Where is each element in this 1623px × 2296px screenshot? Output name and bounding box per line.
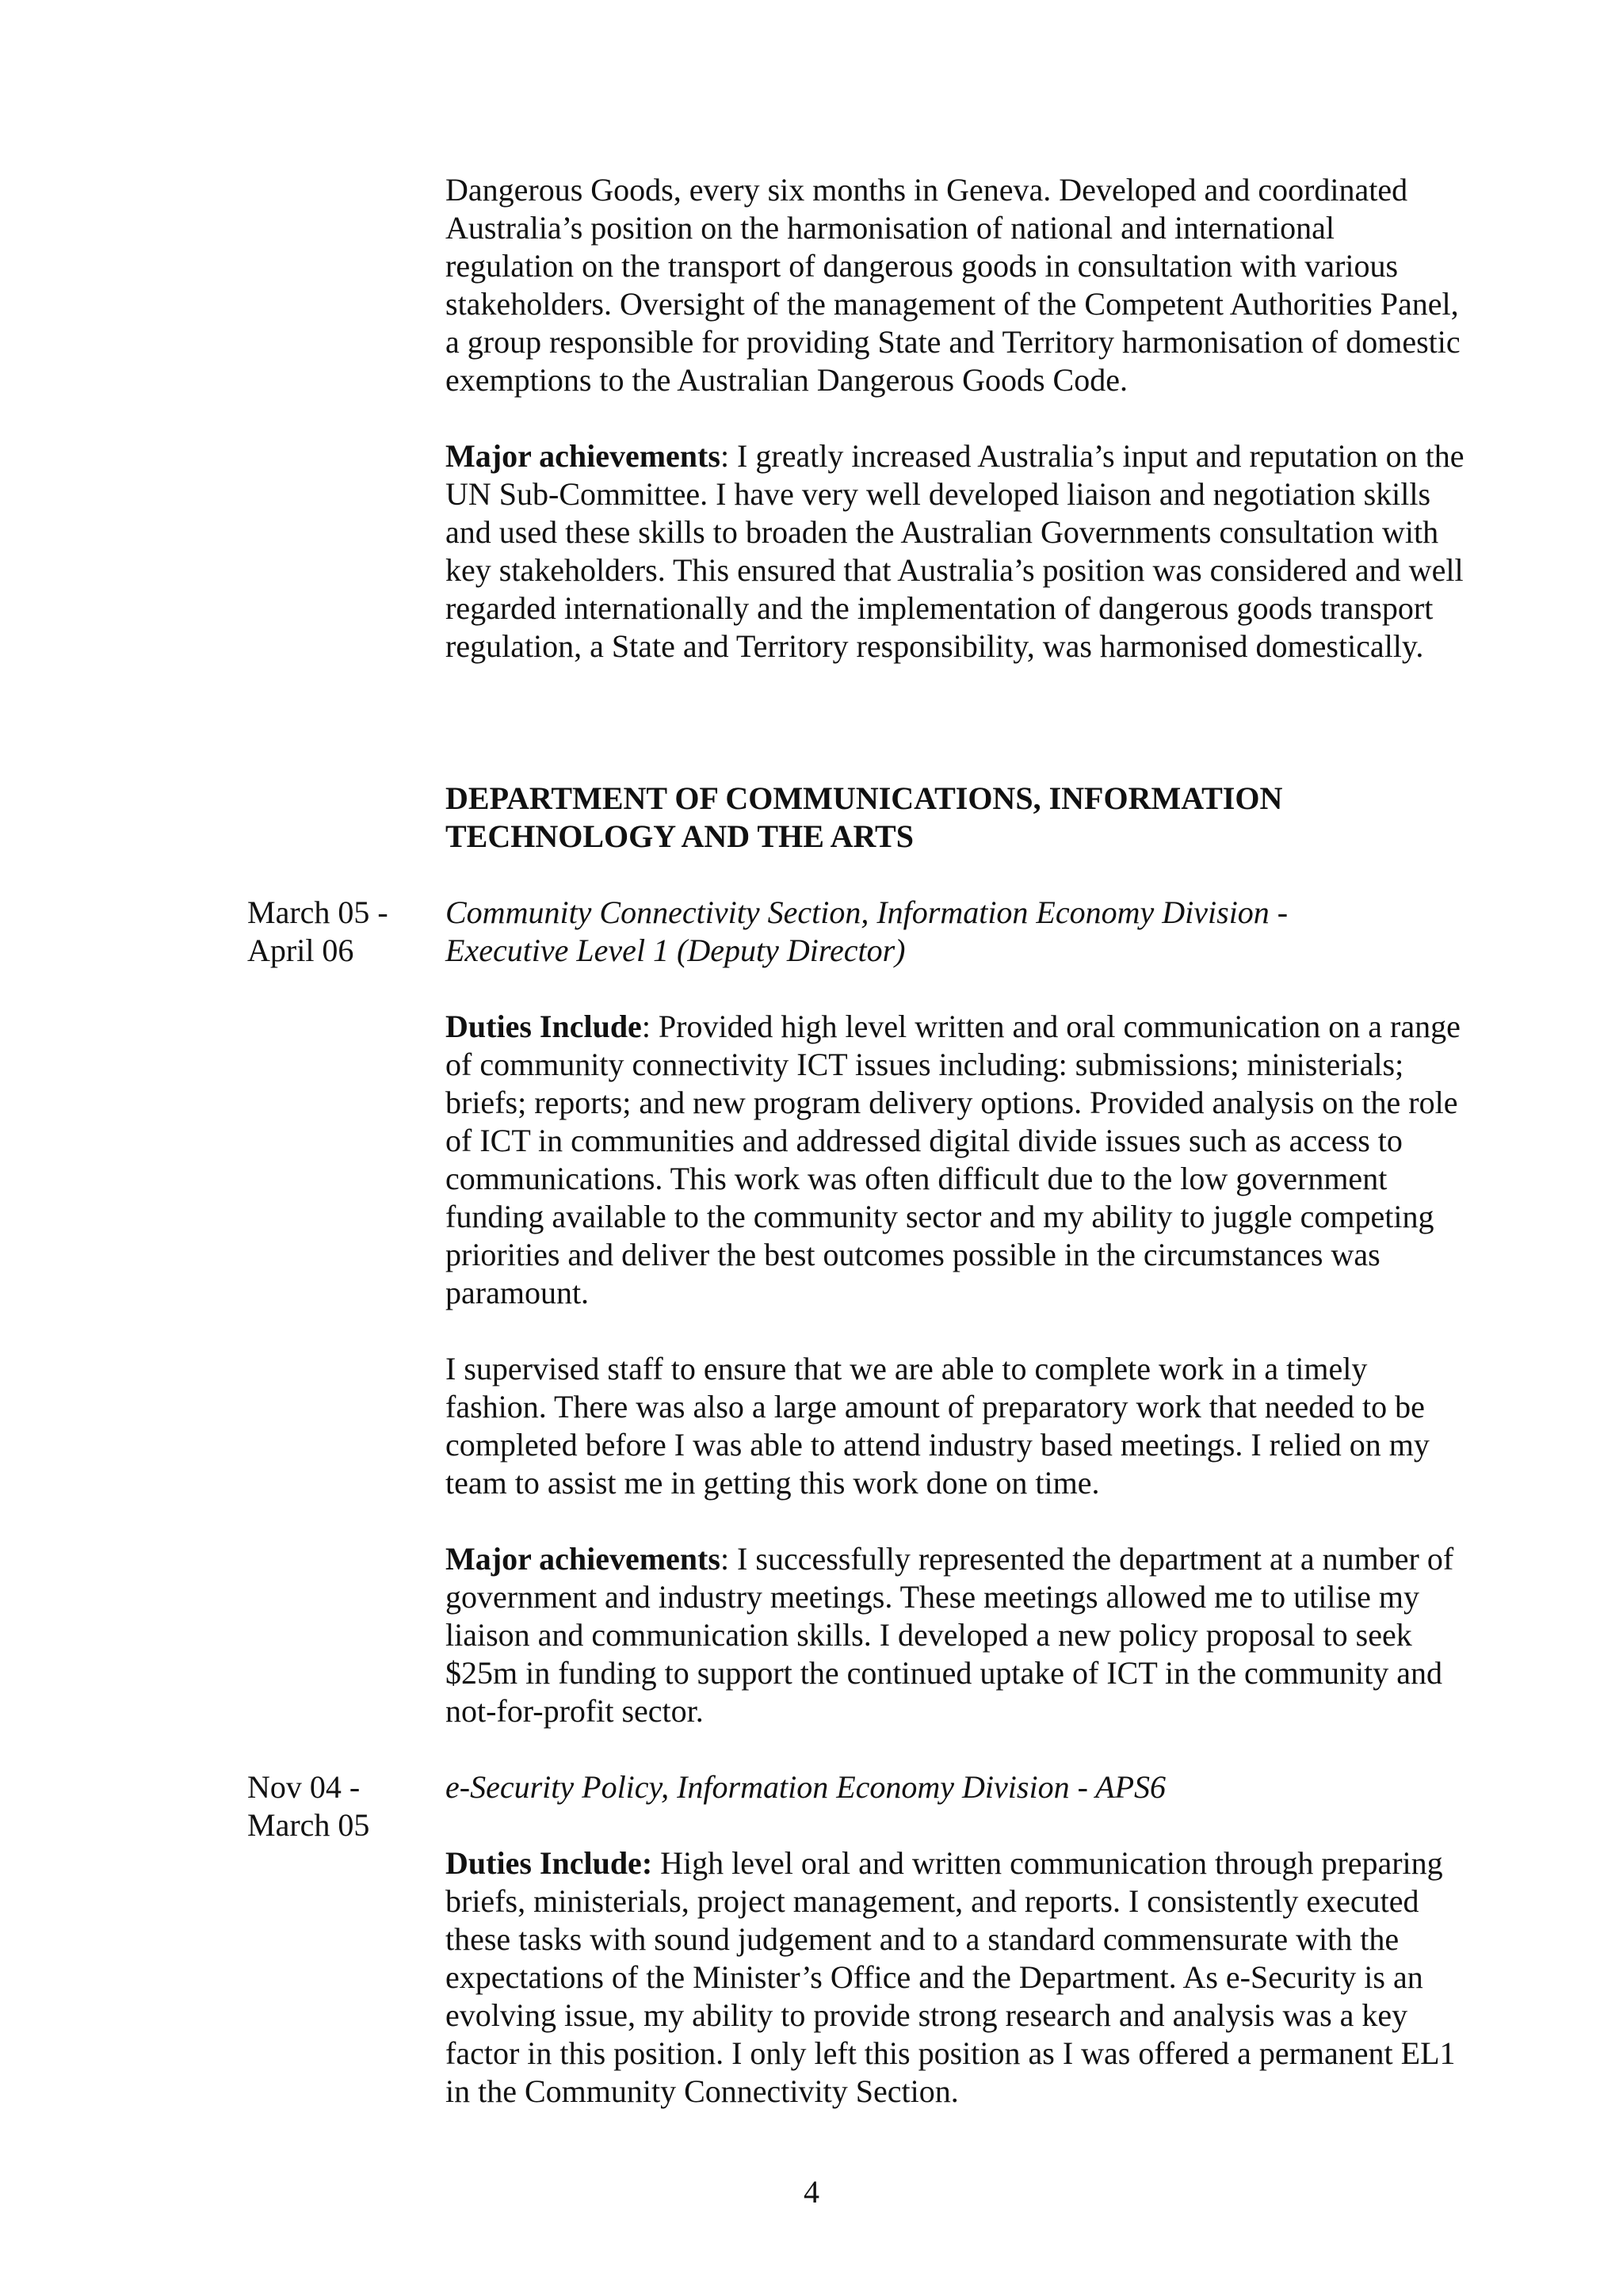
department-heading [445, 780, 1468, 856]
position-2-duties-text: High level oral and written communication through preparing briefs, ministerials, project management, and reports. I consistently executed these tasks with sound judgement and to a standard commensurate with the expectations of the Minister’s Office and the Department. As e-Security is an evolving issue, my ability to provide strong research and analysis was a key factor in this position. I only left this position as I was offered a permanent EL1 in the Community Connectivity Section. [445, 1845, 1456, 2109]
position-2-role [445, 1768, 1468, 1806]
intro-paragraph: Dangerous Goods, every six months in Geneva. Developed and coordinated Australia’s position on the harmonisation of national and international regulation on the transport of dangerous goods in consultation with various stakeholders. Oversight of the management of the Competent Authorities Panel, a group responsible for providing State and Territory harmonisation of domestic exemptions to the Australian Dangerous Goods Code. [445, 172, 1461, 398]
position-2-date-start: Nov 04 - [247, 1769, 361, 1805]
department-heading-line-1: DEPARTMENT OF COMMUNICATIONS, INFORMATION [445, 780, 1283, 816]
position-2-date [247, 1768, 437, 1844]
position-1-achievements-label: Major achievements [445, 1541, 720, 1577]
position-1-duties-paragraph [445, 1008, 1468, 1312]
major-achievements-label: Major achievements [445, 438, 720, 474]
page-number: 4 [804, 2174, 819, 2210]
position-1-role-line-1: Community Connectivity Section, Information Economy Division - [445, 894, 1289, 930]
position-1-date-start: March 05 - [247, 894, 388, 930]
position-1-duties-label: Duties Include [445, 1009, 642, 1044]
position-1-duties-text: : Provided high level written and oral communication on a range of community connectivity ICT issues including: submissions; ministerials; briefs; reports; and new program delivery options. Provided analysis on the role of ICT in communities and addressed digital divide issues such as access to communications. This work was often difficult due to the low government funding available to the community sector and my ability to juggle competing priorities and deliver the best outcomes possible in the circumstances was paramount. [445, 1009, 1461, 1310]
position-1-role-line-2: Executive Level 1 (Deputy Director) [445, 933, 906, 968]
position-2-role-line: e-Security Policy, Information Economy Division - APS6 [445, 1769, 1167, 1805]
position-1-achievements-paragraph [445, 1540, 1468, 1730]
position-2-duties-label: Duties Include: [445, 1845, 653, 1881]
position-1-role [445, 894, 1468, 970]
major-achievements-paragraph-1 [445, 437, 1468, 666]
position-1-supervision-paragraph: I supervised staff to ensure that we are able to complete work in a timely fashion. There was also a large amount of preparatory work that needed to be completed before I was able to attend industry based meetings. I relied on my team to assist me in getting this work done on time. [445, 1351, 1430, 1501]
position-1-achievements-text: : I successfully represented the department at a number of government and industry meetings. These meetings allowed me to utilise my liaison and communication skills. I developed a new policy proposal to seek $25m in funding to support the continued uptake of ICT in the community and not-for-profit sector. [445, 1541, 1454, 1729]
position-2-date-end: March 05 [247, 1807, 370, 1843]
position-1-date-end: April 06 [247, 933, 354, 968]
position-1-date [247, 894, 437, 970]
department-heading-line-2: TECHNOLOGY AND THE ARTS [445, 818, 914, 854]
major-achievements-text: : I greatly increased Australia’s input and reputation on the UN Sub-Committee. I have very well developed liaison and negotiation skills and used these skills to broaden the Australian Governments consultation with key stakeholders. This ensured that Australia’s position was considered and well regarded internationally and the implementation of dangerous goods transport regulation, a State and Territory responsibility, was harmonised domestically. [445, 438, 1465, 664]
position-2-duties-paragraph [445, 1844, 1468, 2111]
